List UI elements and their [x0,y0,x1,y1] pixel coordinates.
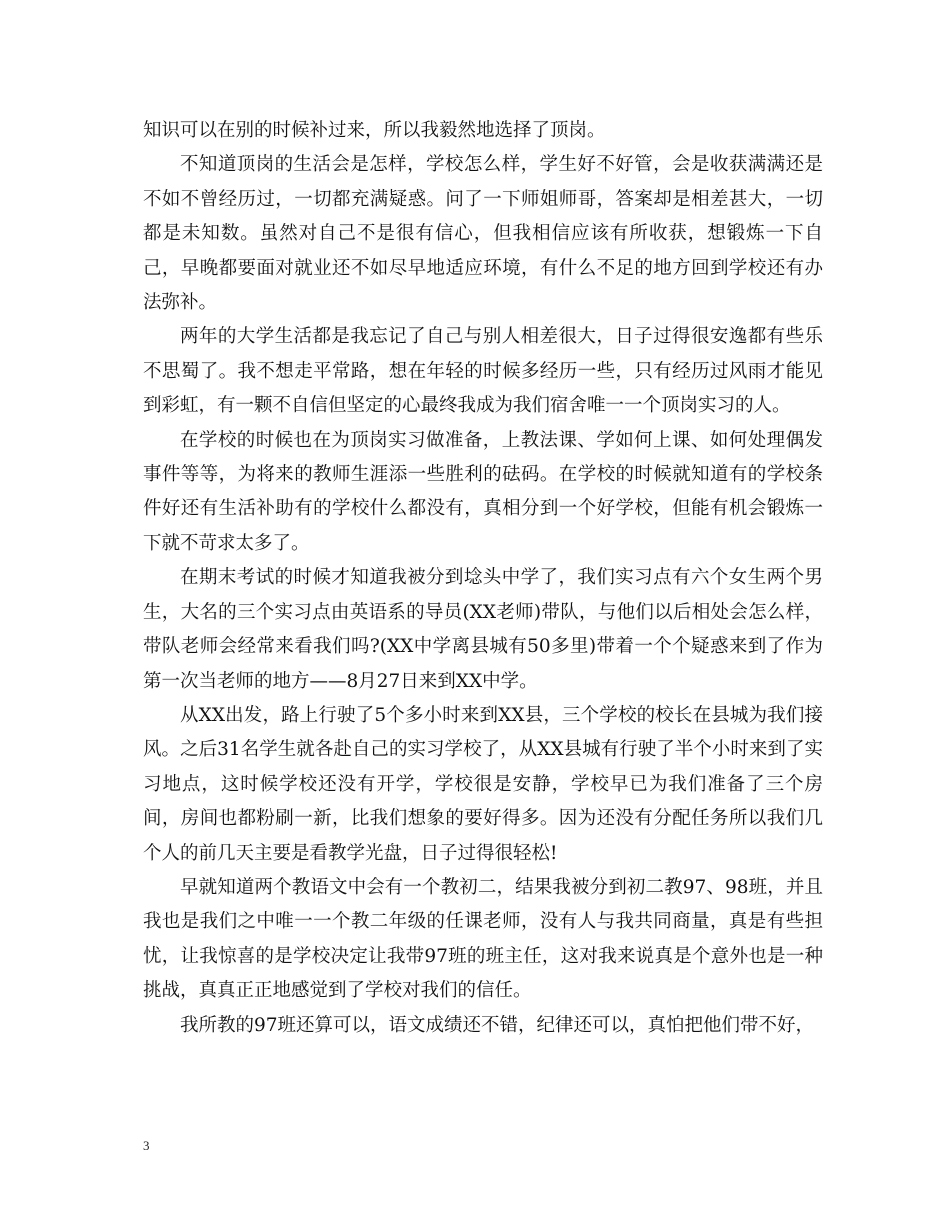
paragraph-2: 不知道顶岗的生活会是怎样，学校怎么样，学生好不好管，会是收获满满还是不如不曾经历过，一切都充满疑惑。问了一下师姐师哥，答案却是相差甚大，一切都是未知数。虽然对自己不是很有信心，但我相信应该有所收获，想锻炼一下自己，早晚都要面对就业还不如尽早地适应环境，有什么不足的地方回到学校还有办法弥补。 [143,154,823,314]
paragraph-5: 在期末考试的时候才知道我被分到埝头中学了，我们实习点有六个女生两个男生，大名的三个实习点由英语系的导员(XX老师)带队，与他们以后相处会怎么样，带队老师会经常来看我们吗?(XX中学离县城有50多里)带着一个个疑惑来到了作为第一次当老师的地方——8月27日来到XX中学。 [143,567,823,692]
document-body [143,114,823,1043]
paragraph-1: 知识可以在别的时候补过来，所以我毅然地选择了顶岗。 [143,120,606,141]
paragraph-4: 在学校的时候也在为顶岗实习做准备，上教法课、学如何上课、如何处理偶发事件等等，为将来的教师生涯添一些胜利的砝码。在学校的时候就知道有的学校条件好还有生活补助有的学校什么都没有，真相分到一个好学校，但能有机会锻炼一下就不苛求太多了。 [143,429,823,554]
paragraph-7: 早就知道两个教语文中会有一个教初二，结果我被分到初二教97、98班，并且我也是我们之中唯一一个教二年级的任课老师，没有人与我共同商量，真是有些担忧，让我惊喜的是学校决定让我带97班的班主任，这对我来说真是个意外也是一种挑战，真真正正地感觉到了学校对我们的信任。 [143,876,823,1002]
paragraph-8: 我所教的97班还算可以，语文成绩还不错，纪律还可以，真怕把他们带不好， [180,1014,815,1036]
paragraph-3: 两年的大学生活都是我忘记了自己与别人相差很大，日子过得很安逸都有些乐不思蜀了。我不想走平常路，想在年轻的时候多经历一些，只有经历过风雨才能见到彩虹，有一颗不自信但坚定的心最终我成为我们宿舍唯一一个顶岗实习的人。 [143,326,823,417]
paragraph-6: 从XX出发，路上行驶了5个多小时来到XX县，三个学校的校长在县城为我们接风。之后31名学生就各赴自己的实习学校了，从XX县城有行驶了半个小时来到了实习地点，这时候学校还没有开学，学校很是安静，学校早已为我们准备了三个房间，房间也都粉刷一新，比我们想象的要好得多。因为还没有分配任务所以我们几个人的前几天主要是看教学光盘，日子过得很轻松! [143,704,823,864]
page-number: 3 [143,1138,150,1153]
